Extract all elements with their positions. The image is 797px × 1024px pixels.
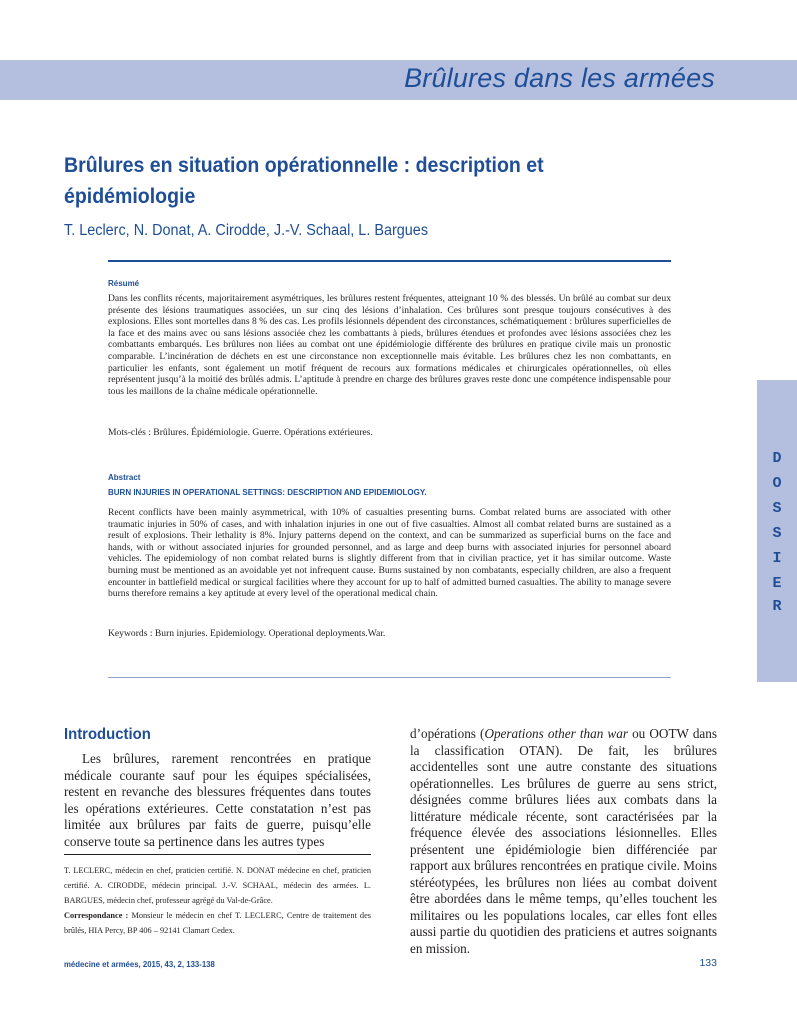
sidebar-letter: E	[772, 575, 782, 592]
correspondance-text: Monsieur le médecin en chef T. LECLERC, Centre de traitement des brûlés, HIA Percy, BP 406 – 92141 Clamart Cedex.	[64, 911, 371, 935]
sidebar-letter: R	[772, 598, 782, 615]
footnote-correspondance	[64, 909, 371, 939]
intro-text-post: ou OOTW dans la classification OTAN). De fait, les brûlures accidentelles sont une autre constante des situations opérationnelles. Les brûlures de guerre au sens strict, désignées comme brûlures liées aux combats dans la littérature médicale récente, sont caractérisées par la fréquence élevée des associations lésionnelles. Elles présentent une épidémiologie bien différenciée par rapport aux brûlures rencontrées en pratique civile. Moins stéréotypées, les brûlures non liées au combat doivent être abordées dans le même temps, qu’elles touchent les militaires ou les populations locales, car elles font elles aussi partie du quotidien des praticiens et autres soignants en mission.	[410, 726, 718, 956]
abstract-title: BURN INJURIES IN OPERATIONAL SETTINGS: DESCRIPTION AND EPIDEMIOLOGY.	[108, 488, 427, 497]
introduction-right-column	[410, 726, 717, 957]
journal-citation: médecine et armées, 2015, 43, 2, 133-138	[64, 960, 215, 969]
abstract-keywords: Keywords : Burn injuries. Epidemiology. Operational deployments.War.	[108, 628, 386, 639]
introduction-heading: Introduction	[64, 726, 151, 743]
resume-text: Dans les conflits récents, majoritairement asymétriques, les brûlures restent fréquentes, atteignant 10 % des blessés. Un brûlé au combat sur deux présente des lésions traumatiques associées, un sur cinq des lésions d’inhalation. Ces brûlures sont presque toujours consécutives à des explosions. Elles sont mortelles dans 8 % des cas. Les profils lésionnels dépendent des circonstances, schématiquement : brûlures superficielles de la face et des mains avec ou sans lésions associée chez les combattants à pieds, brûlures étendues et profondes avec lésions associées chez les combattants embarqués. Les brûlures non liées au combat ont une épidémiologie différente des brûlures en pratique civile mais un pronostic comparable. L’incinération de déchets en est une circonstance non exceptionnelle mais évitable. Les brûlures chez les non combattants, en particulier les enfants, sont également un motif fréquent de recours aux formations médicales et chirurgicales opérationnelles, où elles représentent jusqu’à la moitié des brûlés admis. L’aptitude à prendre en charge des brûlures graves reste donc une compétence indispensable pour tous les maillons de la chaîne médicale opérationnelle.	[108, 293, 671, 397]
footnote-rule	[64, 854, 371, 855]
sidebar-letter: I	[772, 550, 782, 567]
page-number: 133	[699, 957, 717, 969]
resume-keywords: Mots-clés : Brûlures. Épidémiologie. Guerre. Opérations extérieures.	[108, 427, 373, 438]
article-title: Brûlures en situation opérationnelle : description et épidémiologie	[64, 154, 544, 208]
abstract-text: Recent conflicts have been mainly asymmetrical, with 10% of casualties presenting burns. Combat related burns are associated with other traumatic injuries in 50% of cases, and with inhalation injuries in one out of five casualties. Almost all combat related burns are sustained as a result of explosions. Their lethality is 8%. Injury patterns depend on the context, and can be summarized as superficial burns on the face and hands, with or without associated injuries for grounded personnel, and as large and deep burns with associated injuries for personnel aboard vehicles. The epidemiology of non combat related burns is slightly different from that in civilian practice, yet it has similar outcome. Waste burning must be mentioned as an avoidable yet not infrequent cause. Burns sustained by non combatants, especially children, are also a frequent encounter in battlefield medical or surgical facilities where they account for up to half of admitted burned casualties. The ability to manage severe burns therefore remains a key aptitude at every level of the operational medical chain.	[108, 507, 671, 600]
intro-text-emphasis: Operations other than war	[484, 726, 628, 741]
journal-section-title: Brûlures dans les armées	[404, 63, 715, 93]
resume-heading: Résumé	[108, 279, 140, 288]
abstract-bottom-rule	[108, 677, 671, 678]
sidebar-letter: S	[772, 500, 782, 517]
sidebar-letter: O	[772, 475, 782, 492]
introduction-left-column: Les brûlures, rarement rencontrées en pratique médicale courante sauf pour les équipes spécialisées, restent en revanche des blessures fréquentes dans toutes les opérations extérieures. Cette constatation n’est pas limitée aux brûlures par faits de guerre, puisqu’elle conserve toute sa pertinence dans les autres types	[64, 751, 371, 849]
footnote-authors: T. LECLERC, médecin en chef, praticien certifié. N. DONAT médecine en chef, praticien certifié. A. CIRODDE, médecin principal. J.-V. SCHAAL, médecin des armées. L. BARGUES, médecin chef, professeur agrégé du Val-de-Grâce.	[64, 866, 371, 905]
dossier-sidebar-tab	[757, 380, 797, 682]
intro-text-pre: d’opérations (	[410, 726, 485, 741]
sidebar-letter: S	[772, 525, 782, 542]
section-banner	[0, 60, 797, 100]
abstract-heading: Abstract	[108, 473, 141, 482]
sidebar-letter: D	[772, 450, 782, 467]
correspondance-label: Correspondance :	[64, 911, 129, 920]
abstract-top-rule	[108, 260, 671, 262]
article-authors: T. Leclerc, N. Donat, A. Cirodde, J.-V. Schaal, L. Bargues	[64, 222, 429, 239]
